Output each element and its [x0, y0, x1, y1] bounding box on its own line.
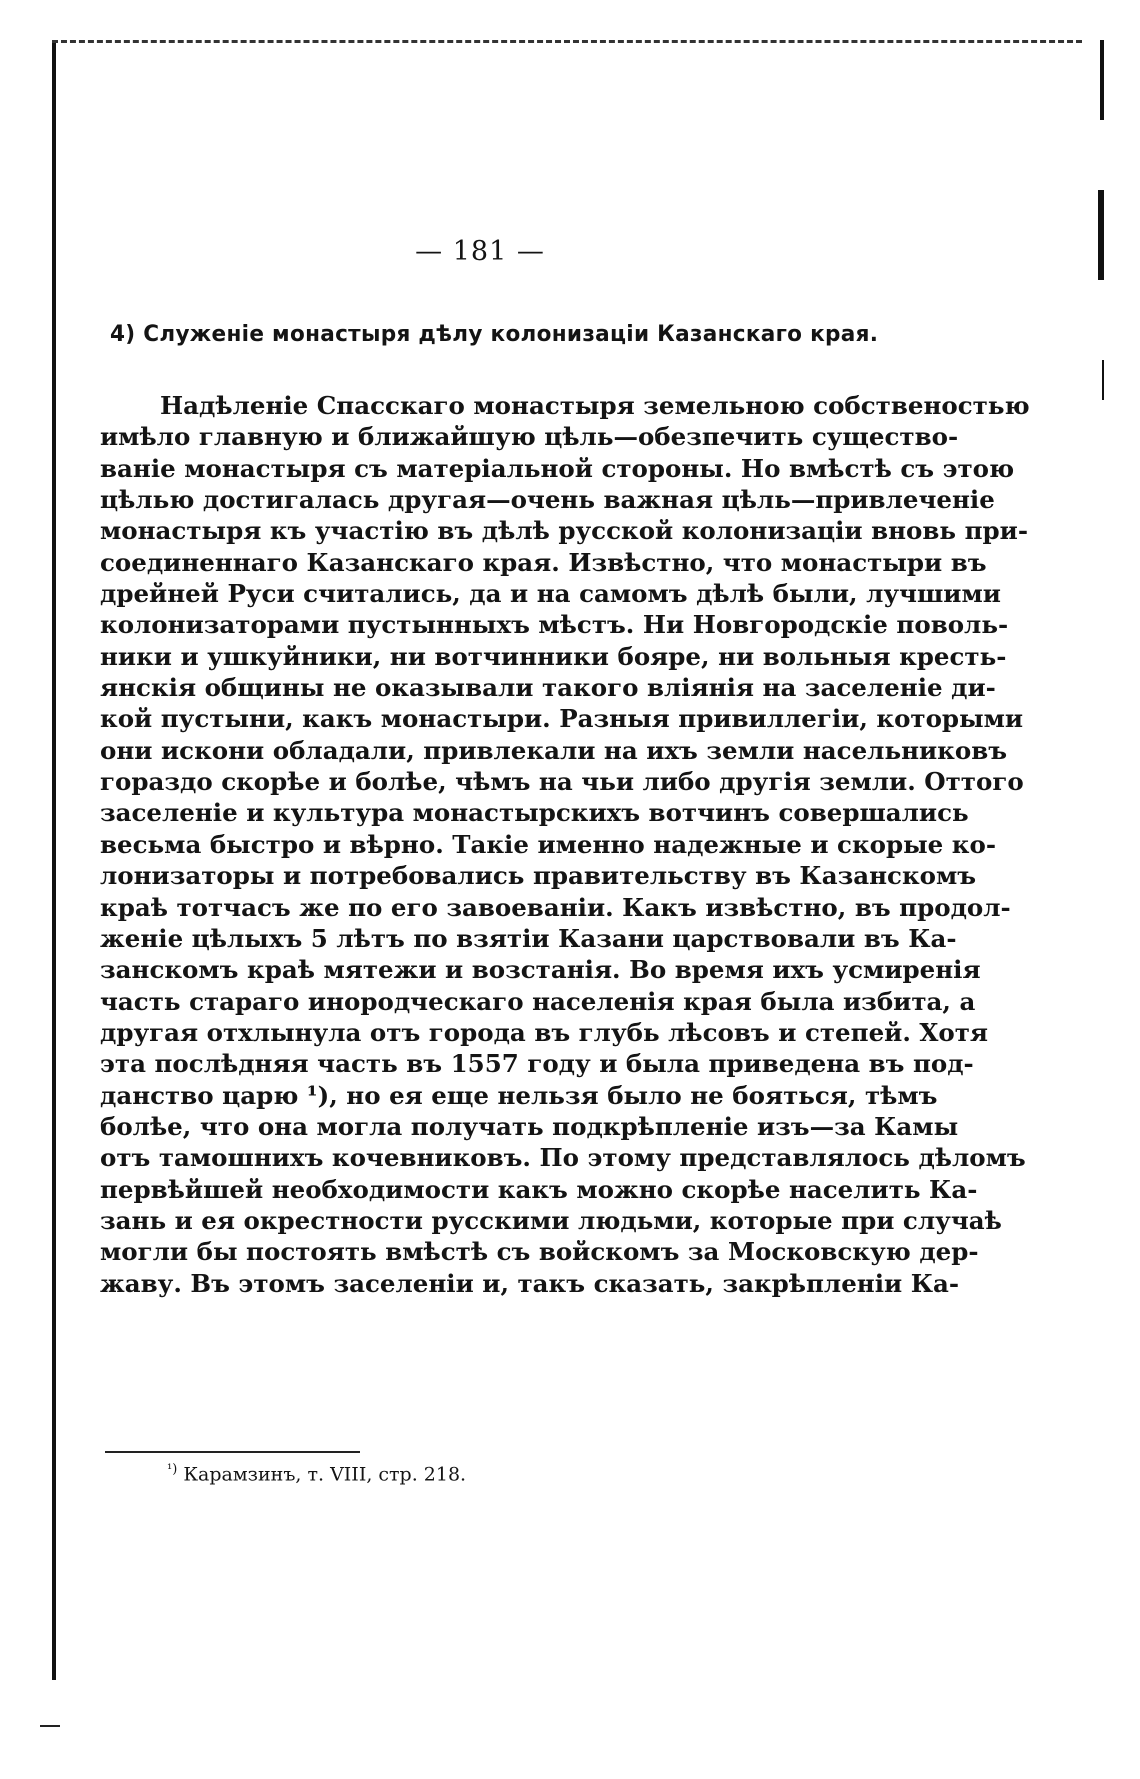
text-line: Надѣленіе Спасскаго монастыря земельною собственостью: [160, 391, 1030, 420]
text-line: имѣло главную и ближайшую цѣль—обезпечить существо-: [100, 422, 959, 452]
text-line: жаву. Въ этомъ заселеніи и, такъ сказать, закрѣпленіи Ка-: [100, 1268, 960, 1298]
scan-margin-mark: [1098, 190, 1104, 280]
section-heading: 4) Служеніе монастыря дѣлу колонизаціи Казанскаго края.: [110, 322, 879, 347]
text-line: занскомъ краѣ мятежи и возстанія. Во время ихъ усмиренія: [100, 955, 981, 985]
text-line: гораздо скорѣе и болѣе, чѣмъ на чьи либо другія земли. Оттого: [100, 767, 1024, 797]
text-line: цѣлью достигалась другая—очень важная цѣль—привлеченіе: [100, 485, 995, 515]
text-line: заселеніе и культура монастырскихъ вотчинъ совершались: [100, 798, 969, 828]
scan-top-edge: [52, 40, 1082, 43]
text-line: кой пустыни, какъ монастыри. Разныя привиллегіи, которыми: [100, 704, 1024, 734]
text-line: весьма быстро и вѣрно. Такіе именно надежные и скорые ко-: [100, 829, 996, 859]
text-line: эта послѣдняя часть въ 1557 году и была приведена въ под-: [100, 1049, 974, 1079]
text-line: колонизаторами пустынныхъ мѣстъ. Ни Новгородскіе поволь-: [100, 610, 1009, 640]
text-line: краѣ тотчасъ же по его завоеваніи. Какъ извѣстно, въ продол-: [100, 892, 1011, 922]
scan-binding-edge: [52, 40, 56, 1680]
text-line: могли бы постоять вмѣстѣ съ войскомъ за Московскую дер-: [100, 1237, 979, 1267]
footnote: [167, 1462, 466, 1485]
footnote-text: Карамзинъ, т. VIII, стр. 218.: [177, 1463, 467, 1486]
text-line: отъ тамошнихъ кочевниковъ. По этому представлялось дѣломъ: [100, 1143, 1026, 1173]
text-line: ваніе монастыря съ матеріальной стороны. Но вмѣстѣ съ этою: [100, 453, 1015, 483]
text-line: дрейней Руси считались, да и на самомъ дѣлѣ были, лучшими: [100, 579, 1001, 609]
page-number: — 181 —: [415, 236, 545, 267]
text-line: болѣе, что она могла получать подкрѣпленіе изъ—за Камы: [100, 1111, 959, 1141]
text-line: они искони обладали, привлекали на ихъ земли насельниковъ: [100, 735, 1008, 765]
text-line: другая отхлынула отъ города въ глубь лѣсовъ и степей. Хотя: [100, 1017, 989, 1047]
text-line: зань и ея окрестности русскими людьми, которые при случаѣ: [100, 1205, 1002, 1235]
text-line: данство царю ¹), но ея еще нельзя было не бояться, тѣмъ: [100, 1080, 938, 1110]
text-line: первѣйшей необходимости какъ можно скорѣе населить Ка-: [100, 1174, 978, 1204]
text-line: часть стараго инородческаго населенія края была избита, а: [100, 986, 976, 1016]
scan-margin-mark: [40, 1725, 60, 1727]
body-paragraph: [100, 390, 1030, 1299]
text-line: женіе цѣлыхъ 5 лѣтъ по взятіи Казани царствовали въ Ка-: [100, 923, 957, 953]
text-line: лонизаторы и потребовались правительству въ Казанскомъ: [100, 861, 977, 891]
text-line: монастыря къ участію въ дѣлѣ русской колонизаціи вновь при-: [100, 516, 1028, 546]
scan-margin-mark: [1102, 360, 1104, 400]
scan-margin-mark: [1100, 40, 1104, 120]
text-line: соединеннаго Казанскаго края. Извѣстно, что монастыри въ: [100, 547, 987, 577]
text-line: янскія общины не оказывали такого вліянія на заселеніе ди-: [100, 673, 996, 703]
footnote-marker: ¹): [167, 1462, 178, 1477]
footnote-divider: [105, 1451, 360, 1453]
text-line: ники и ушкуйники, ни вотчинники бояре, ни вольныя кресть-: [100, 641, 1007, 671]
